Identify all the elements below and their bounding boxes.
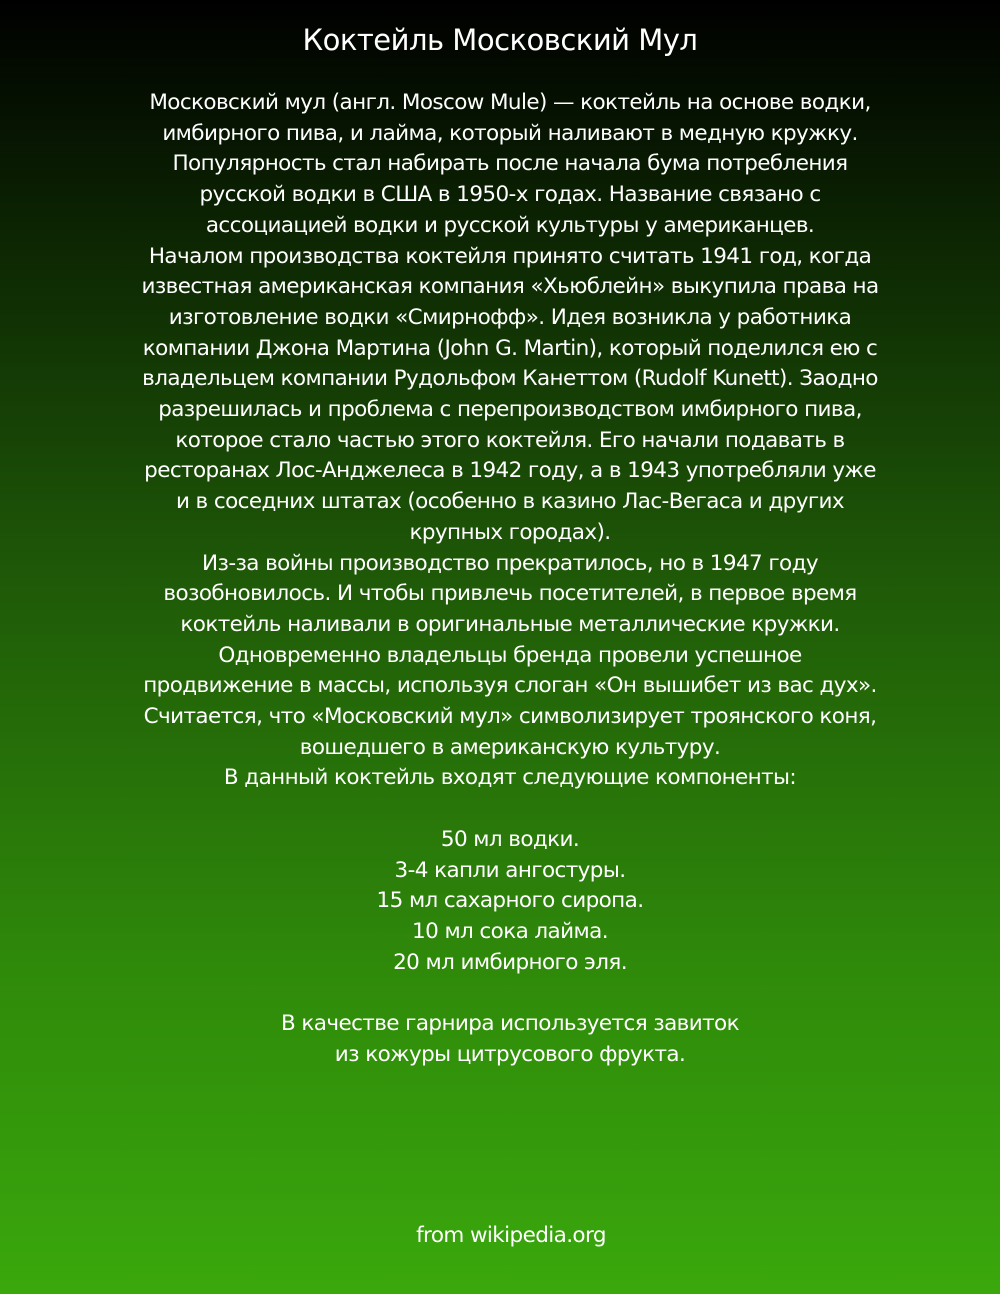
intro-line: Московский мул (англ. Moscow Mule) — коктейль на основе водки, [149, 90, 871, 115]
intro-line: компании Джона Мартина (John G. Martin), который поделился ею с [142, 335, 878, 361]
intro-line: ассоциацией водки и русской культуры у американцев. [205, 212, 815, 238]
intro-line: вошедшего в американскую культуру. [299, 734, 721, 760]
intro-line: изготовление водки «Смирнофф». Идея возникла у работника [168, 304, 852, 330]
intro-line: Началом производства коктейля принято считать 1941 год, когда [148, 243, 872, 269]
ingredient-item: 3-4 капли ангостуры. [394, 857, 626, 883]
intro-line: Популярность стал набирать после начала бума потребления [172, 151, 848, 177]
ingredient-item: 15 мл сахарного сиропа. [376, 888, 644, 914]
intro-line: ресторанах Лос-Анджелеса в 1942 году, а в 1943 употребляли уже [144, 458, 876, 484]
intro-line: Из-за войны производство прекратилось, но в 1947 году [202, 550, 818, 576]
intro-line: имбирного пива, и лайма, который наливают в медную кружку. [162, 120, 858, 146]
spacer [110, 794, 910, 825]
intro-line: Считается, что «Московский мул» символизирует троянского коня, [143, 704, 877, 730]
intro-line: крупных городах). [409, 519, 611, 545]
spacer [110, 978, 910, 1009]
source-credit: from wikipedia.org [416, 1223, 606, 1248]
ingredient-item: 20 мл имбирного эля. [393, 949, 627, 975]
article-body [110, 88, 910, 1070]
ingredients-list [110, 825, 910, 979]
intro-line: продвижение в массы, используя слоган «Он вышибет из вас дух». [143, 673, 877, 699]
intro-line: которое стало частью этого коктейля. Его начали подавать в [175, 427, 845, 453]
garnish-line: из кожуры цитрусового фрукта. [334, 1041, 686, 1067]
intro-line: Одновременно владельцы бренда провели успешное [218, 642, 802, 668]
intro-line: разрешилась и проблема с перепроизводством имбирного пива, [158, 397, 862, 423]
intro-line: русской водки в США в 1950-х годах. Название связано с [199, 182, 821, 208]
intro-line: возобновилось. И чтобы привлечь посетителей, в первое время [163, 581, 857, 607]
intro-line: владельцем компании Рудольфом Канеттом (Rudolf Kunett). Заодно [142, 366, 878, 392]
garnish-line: В качестве гарнира используется завиток [281, 1011, 739, 1037]
intro-line: и в соседних штатах (особенно в казино Лас-Вегаса и других [175, 489, 845, 515]
ingredient-item: 50 мл водки. [440, 826, 580, 852]
page-title: Коктейль Московский Мул [302, 23, 698, 57]
ingredient-item: 10 мл сока лайма. [412, 918, 608, 944]
intro-line: коктейль наливали в оригинальные металлические кружки. [180, 611, 840, 637]
garnish-note [110, 1009, 910, 1070]
intro-line: известная американская компания «Хьюблейн» выкупила права на [141, 274, 879, 300]
intro-line: В данный коктейль входят следующие компоненты: [223, 765, 797, 791]
